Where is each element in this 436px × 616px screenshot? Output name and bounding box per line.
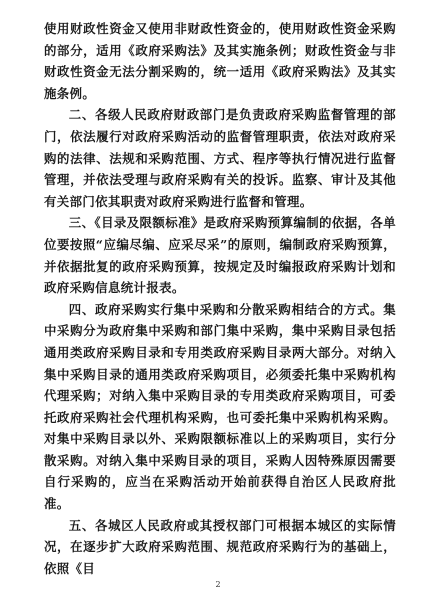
paragraph-section-2: 二、各级人民政府财政部门是负责政府采购监督管理的部门，依法履行对政府采购活动的监督管理职责，依法对政府采购的法律、法规和采购范围、方式、程序等执行情况进行监督管理，并依法受理与政府采购有关的投诉。监察、审计及其他有关部门依其职责对政府采购进行监督和管理。 [44, 107, 396, 209]
paragraph-section-3: 三、《目录及限额标准》是政府采购预算编制的依据，各单位要按照“应编尽编、应采尽采”的原则，编制政府采购预算，并依据批复的政府采购预算，按规定及时编报政府采购计划和政府采购信息统计报表。 [44, 215, 396, 296]
page-number: 2 [215, 580, 221, 589]
body-text [44, 18, 396, 579]
paragraph-section-4: 四、政府采购实行集中采购和分散采购相结合的方式。集中采购分为政府集中采购和部门集中采购，集中采购目录包括通用类政府采购目录和专用类政府采购目录两大部分。对纳入集中采购目录的通用类政府采购项目，必须委托集中采购机构代理采购；对纳入集中采购目录的专用类政府采购项目，可委托政府采购社会代理机构采购，也可委托集中采购机构采购。对集中采购目录以外、采购限额标准以上的采购项目，实行分散采购。对纳入集中采购目录的项目，采购人因特殊原因需要自行采购的，应当在采购活动开始前获得自治区人民政府批准。 [44, 301, 396, 512]
paragraph-continuation: 使用财政性资金又使用非财政性资金的，使用财政性资金采购的部分，适用《政府采购法》及其实施条例；财政性资金与非财政性资金无法分割采购的，统一适用《政府采购法》及其实施条例。 [44, 21, 396, 101]
paragraph-section-5: 五、各城区人民政府或其授权部门可根据本城区的实际情况，在逐步扩大政府采购范围、规范政府采购行为的基础上，依照《目 [44, 517, 396, 576]
